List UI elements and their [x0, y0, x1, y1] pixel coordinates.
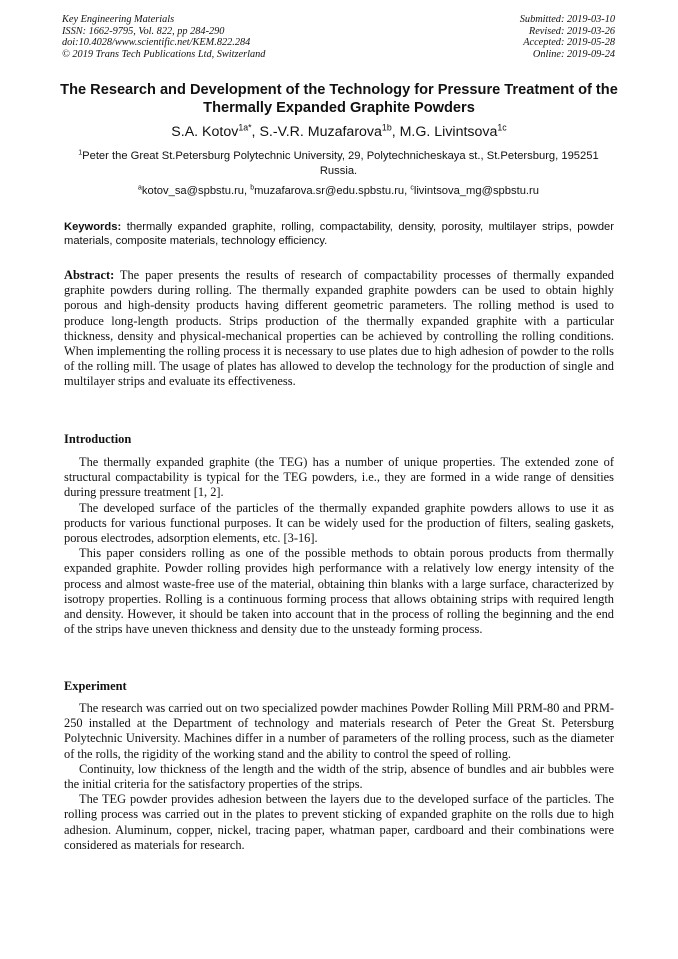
experiment-body — [64, 701, 614, 853]
revised-date: Revised: 2019-03-26 — [528, 25, 615, 37]
online-date: Online: 2019-09-24 — [532, 48, 615, 60]
author-separator: , — [251, 124, 260, 140]
paragraph: The TEG powder provides adhesion between the layers due to the developed surface of the particles. The rolling process was carried out in the plates to prevent sticking of expanded graphite on the rolls due to high adhesion. Aluminum, copper, nickel, tracing paper, whatman paper, cardboard and their combinations were considered as materials for research. — [64, 792, 614, 852]
copyright-line: © 2019 Trans Tech Publications Ltd, Switzerland — [62, 48, 266, 60]
author-separator: , — [391, 124, 400, 140]
email-address: livintsova_mg@spbstu.ru — [413, 185, 539, 197]
email-address: kotov_sa@spbstu.ru, — [141, 185, 251, 197]
email-mark: b — [250, 184, 255, 192]
submitted-date: Submitted: 2019-03-10 — [519, 14, 615, 25]
paragraph: The thermally expanded graphite (the TEG) has a number of unique properties. The extended zone of structural compactability is typical for the TEG powders, i.e., they are formed in a wide range of densities during pressure treatment [1, 2]. — [64, 455, 614, 500]
author-name: S.-V.R. Muzafarova — [259, 124, 382, 140]
author-emails — [62, 184, 615, 199]
keywords-label: Keywords: — [64, 221, 122, 233]
author-name: S.A. Kotov — [171, 124, 239, 140]
author-name: M.G. Livintsova — [399, 124, 498, 140]
keywords — [64, 220, 614, 248]
email-mark: a — [138, 184, 142, 192]
paragraph: The developed surface of the particles of the thermally expanded graphite powders allows to use it as products for various functional purposes. It can be widely used for the production of filters, sealing gaskets, porous electrodes, adsorption elements, etc. [3-16]. — [64, 500, 614, 546]
email-mark: c — [410, 184, 414, 192]
affiliation-mark: 1 — [78, 149, 83, 157]
experiment-heading: Experiment — [64, 679, 127, 693]
affiliation-text: Peter the Great St.Petersburg Polytechnic University, 29, Polytechnicheskaya st., St.Petersburg, 195251 Russia. — [82, 150, 599, 178]
publication-dates — [520, 14, 615, 60]
paragraph: Continuity, low thickness of the length and the width of the strip, absence of bundles and air bubbles were the initial criteria for the satisfactory properties of the strips. — [64, 761, 614, 792]
author-list — [40, 122, 638, 142]
abstract-label: Abstract: — [64, 268, 115, 282]
abstract-text: The paper presents the results of research of compactability processes of thermally expanded graphite powders during rolling. The thermally expanded graphite powders can be used to obtain highly porous and high-density products having different geometric parameters. The rolling method is used to produce long-length products. Strips production of the thermally expanded graphite with a particular thickness, density and physical-mechanical properties can be achieved by controlling the rolling conditions. When implementing the rolling process it is necessary to use plates due to high adhesion of powder to the rolls of the rolling mill. The usage of plates has allowed to develop the technology for the production of single and multilayer strips and evaluate its effectiveness. — [64, 268, 614, 389]
author-affiliation-mark: 1c — [497, 122, 507, 133]
author-affiliation-mark: 1a* — [238, 122, 252, 133]
keywords-text: thermally expanded graphite, rolling, compactability, density, porosity, multilayer strips, powder materials, composite materials, technology efficiency. — [64, 221, 614, 248]
introduction-body — [64, 455, 614, 637]
journal-info — [62, 14, 265, 60]
journal-name: Key Engineering Materials — [62, 14, 175, 25]
issn-line: ISSN: 1662-9795, Vol. 822, pp 284-290 — [62, 25, 225, 37]
affiliation — [62, 149, 615, 180]
paragraph: The research was carried out on two specialized powder machines Powder Rolling Mill PRM-80 and PRM-250 installed at the Department of technology and materials research of Peter the Great St. Petersburg Polytechnic University. Machines differ in a number of parameters of the rolling process, such as the diameter of the rolls, the rigidity of the working stand and the ability to control the speed of rolling. — [64, 701, 614, 761]
paragraph: This paper considers rolling as one of the possible methods to obtain porous products from thermally expanded graphite. Powder rolling provides high performance with a relatively low energy intensity of the process and almost waste-free use of the material, obtaining thin blanks with a large surface, characterized by isotropy properties. Rolling is a continuous forming process that allows obtaining strips with required length and density. However, it should be taken into account that in the process of rolling the beginning and the end of the strips have uneven thickness and density due to the unsteady forming process. — [64, 546, 614, 637]
accepted-date: Accepted: 2019-05-28 — [523, 37, 615, 49]
author-affiliation-mark: 1b — [381, 122, 392, 133]
introduction-heading: Introduction — [64, 432, 132, 446]
paper-title: The Research and Development of the Technology for Pressure Treatment of the Thermally Expanded Graphite Powders — [60, 82, 618, 116]
abstract — [64, 268, 614, 390]
email-address: muzafarova.sr@edu.spbstu.ru, — [254, 185, 411, 197]
doi-line: doi:10.4028/www.scientific.net/KEM.822.284 — [62, 37, 251, 49]
